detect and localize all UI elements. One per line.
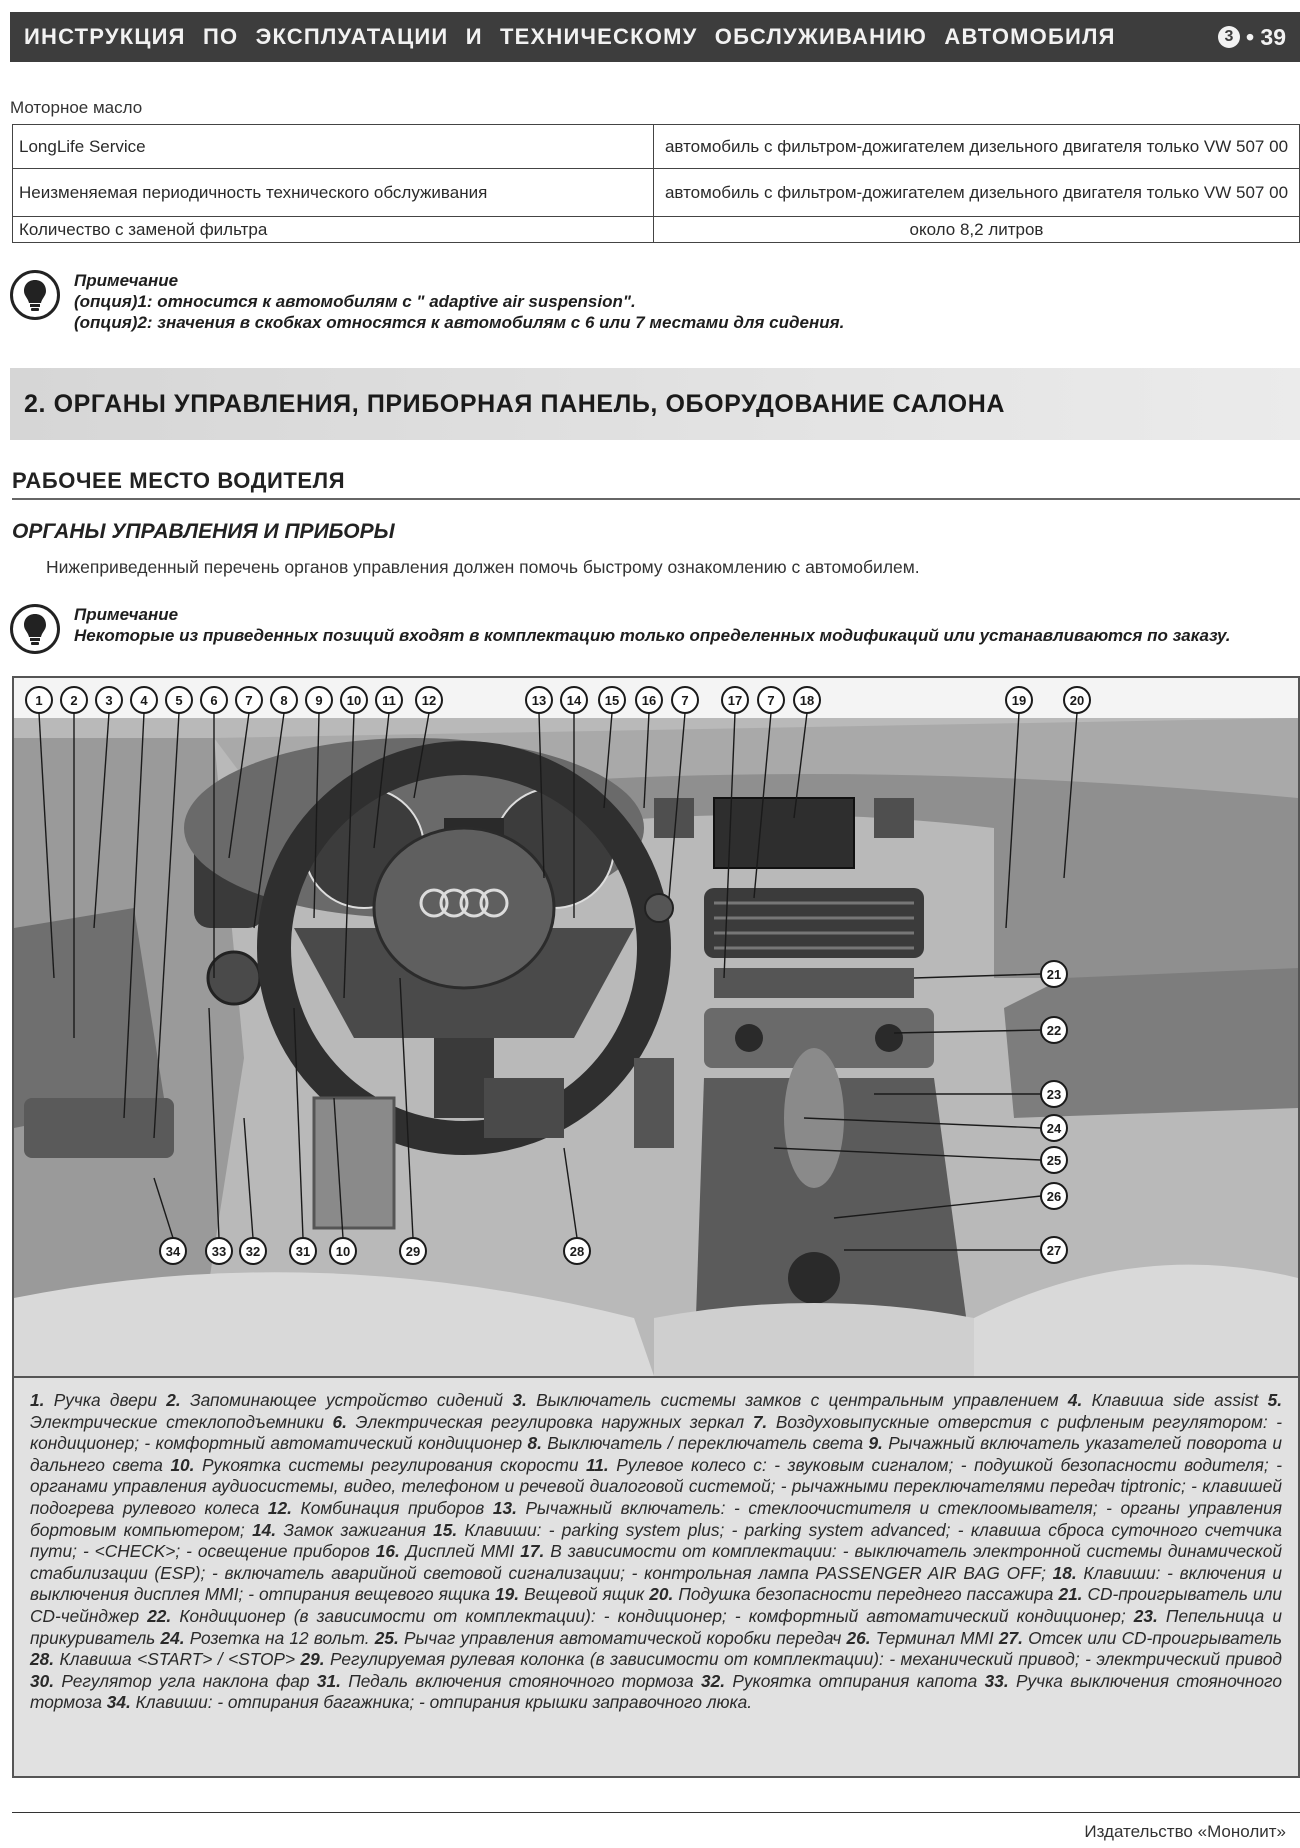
legend-item-text: Выключатель системы замков с центральным управлением <box>526 1390 1068 1410</box>
callout-label: 3 <box>105 693 113 708</box>
legend-item-text: Кондиционер (в зависимости от комплектации): - кондиционер; - комфортный автоматический кондиционер; <box>171 1605 1134 1626</box>
callout-label: 19 <box>1011 693 1027 708</box>
legend-item-text: Клавиша side assist <box>1082 1390 1268 1410</box>
legend-item-number: 14. <box>252 1519 277 1540</box>
legend-item-number: 24. <box>160 1627 185 1648</box>
callout-label: 10 <box>346 693 362 708</box>
table-cell-label: Количество с заменой фильтра <box>13 217 654 243</box>
callout-label: 32 <box>245 1244 261 1259</box>
callout-label: 4 <box>140 693 148 708</box>
lightbulb-icon <box>10 604 60 654</box>
lightbulb-icon <box>10 270 60 320</box>
callout-label: 7 <box>767 693 775 708</box>
legend-item-number: 10. <box>170 1454 195 1475</box>
callout-label: 14 <box>566 693 582 708</box>
legend-item-number: 22. <box>147 1605 172 1626</box>
legend-item-number: 5. <box>1267 1390 1282 1410</box>
legend-item-text: Ручка двери <box>44 1390 167 1410</box>
legend-item-text: Клавиши: - включения и выключения дисплея MMI; - отпирания вещевого ящика <box>30 1562 1282 1605</box>
legend-item-number: 28. <box>30 1649 55 1670</box>
legend-item-text: Рычажный включатель указателей поворота и дальнего света <box>30 1433 1282 1475</box>
dashboard-figure <box>12 676 1300 1378</box>
legend-item-number: 9. <box>868 1433 883 1454</box>
legend-item-number: 31. <box>316 1670 341 1691</box>
page-header <box>10 12 1300 62</box>
legend-item-text: Педаль включения стояночного тормоза <box>340 1670 702 1691</box>
controls-heading: ОРГАНЫ УПРАВЛЕНИЯ И ПРИБОРЫ <box>12 520 395 543</box>
legend-item-text: Электрическая регулировка наружных зеркал <box>346 1411 753 1432</box>
legend-item-text: Рукоятка системы регулирования скорости <box>194 1454 586 1475</box>
legend-item-number: 25. <box>374 1627 399 1648</box>
legend-item-number: 17. <box>520 1541 545 1562</box>
callout-label: 5 <box>175 693 183 708</box>
callout-label: 8 <box>280 693 288 708</box>
legend-item-number: 1. <box>30 1390 45 1410</box>
legend-item-text: Вещевой ящик <box>519 1584 650 1605</box>
legend-item-text: Клавиши: - отпирания багажника; - отпирания крышки заправочного люка. <box>130 1692 753 1713</box>
callout-label: 2 <box>70 693 78 708</box>
callout-label: 9 <box>315 693 323 708</box>
publisher-name: Издательство «Монолит» <box>1084 1822 1286 1841</box>
callout-label: 31 <box>295 1244 311 1259</box>
legend-item-text: Рукоятка отпирания капота <box>725 1670 985 1691</box>
note-line: Некоторые из приведенных позиций входят в комплектацию только определенных модификаций или устанавливаются по заказу. <box>74 626 1231 645</box>
callout-label: 13 <box>531 693 547 708</box>
oil-table <box>12 124 1300 243</box>
table-row <box>13 217 1300 243</box>
note-text <box>74 270 844 333</box>
callout-label: 7 <box>681 693 689 708</box>
legend-item-text: Подушка безопасности переднего пассажира <box>673 1584 1059 1605</box>
callout-label: 27 <box>1046 1243 1062 1258</box>
dashboard-illustration <box>14 678 1298 1376</box>
callout-label: 24 <box>1046 1121 1062 1136</box>
legend-item-text: Ручка выключения стояночного тормоза <box>30 1670 1282 1713</box>
legend-item-number: 12. <box>267 1497 292 1518</box>
legend-item-text: Рулевое колесо с: - звуковым сигналом; - подушкой безопасности водителя; - органами управления аудиосистемы, видео, телефоном и речевой диалоговой системой; - рычажными переключателями передач tiptronic; - клавишей подогрева рулевого колеса <box>30 1454 1282 1518</box>
legend-item-text: Замок зажигания <box>276 1519 434 1540</box>
callout-label: 17 <box>727 693 743 708</box>
legend-item-text: Дисплей MMI <box>399 1541 521 1562</box>
callout-label: 33 <box>211 1244 227 1259</box>
legend-item-number: 32. <box>701 1670 726 1691</box>
oil-table-caption: Моторное масло <box>10 98 143 117</box>
callout-label: 1 <box>35 693 43 708</box>
table-cell-value: автомобиль с фильтром-дожигателем дизельного двигателя только VW 507 00 <box>654 125 1300 169</box>
legend-item-number: 21. <box>1058 1584 1083 1605</box>
header-title: ИНСТРУКЦИЯ ПО ЭКСПЛУАТАЦИИ И ТЕХНИЧЕСКОМУ ОБСЛУЖИВАНИЮ АВТОМОБИЛЯ <box>24 24 1116 49</box>
legend-item-number: 29. <box>300 1649 325 1670</box>
subsection-heading: РАБОЧЕЕ МЕСТО ВОДИТЕЛЯ <box>12 468 1300 500</box>
legend-item-text: Пепельница и прикуриватель <box>30 1605 1282 1648</box>
callout-label: 26 <box>1046 1189 1062 1204</box>
legend-item-number: 27. <box>998 1627 1023 1648</box>
note-block <box>10 604 1300 654</box>
callout-label: 34 <box>165 1244 181 1259</box>
callout-label: 22 <box>1046 1023 1062 1038</box>
callout-label: 15 <box>604 693 620 708</box>
callout-label: 23 <box>1046 1087 1062 1102</box>
legend-item-text: Регулируемая рулевая колонка (в зависимости от комплектации): - механический привод; - электрический привод <box>324 1649 1282 1670</box>
legend-item-number: 13. <box>492 1497 517 1518</box>
callout-label: 16 <box>641 693 657 708</box>
legend-item-number: 11. <box>585 1454 609 1475</box>
intro-text: Нижеприведенный перечень органов управления должен помочь быстрому ознакомлению с автомобилем. <box>46 557 920 577</box>
legend-item-text: Рычаг управления автоматической коробки передач <box>398 1627 847 1648</box>
note-line: (опция)2: значения в скобках относятся к автомобилям с 6 или 7 местами для сидения. <box>74 313 845 332</box>
section-heading <box>10 368 1300 440</box>
callout-label: 25 <box>1046 1153 1062 1168</box>
page-number <box>1218 24 1286 51</box>
legend-item-text: Комбинация приборов <box>291 1497 493 1518</box>
legend-item-text: CD-проигрыватель или CD-чейнджер <box>30 1584 1282 1626</box>
legend-item-text: Выключатель / переключатель света <box>541 1433 869 1454</box>
legend-item-number: 20. <box>649 1584 674 1605</box>
callout-label: 11 <box>382 693 396 708</box>
note-block <box>10 270 844 333</box>
table-cell-value: около 8,2 литров <box>654 217 1300 243</box>
callout-label: 28 <box>569 1244 585 1259</box>
page-number-text: • 39 <box>1245 23 1286 50</box>
callout-label: 29 <box>405 1244 421 1259</box>
callout-label: 6 <box>210 693 218 708</box>
legend-item-number: 16. <box>375 1541 400 1562</box>
callout-label: 21 <box>1046 967 1062 982</box>
legend-item-text: Рычажный включатель: - стеклоочистителя и стеклоомывателя; - органы управления бортовым компьютером; <box>30 1497 1282 1540</box>
section-number: 3 <box>1218 26 1240 48</box>
legend-item-number: 23. <box>1133 1605 1158 1626</box>
legend-item-number: 2. <box>166 1390 181 1410</box>
legend-item-number: 15. <box>433 1519 458 1540</box>
legend-item-text: Регулятор угла наклона фар <box>54 1670 317 1691</box>
footer-divider <box>12 1812 1300 1813</box>
legend-item-text: Клавиши: - parking system plus; - parking system advanced; - клавиша сброса суточного счетчика пути; - <CHECK>; - освещение приборов <box>30 1519 1282 1562</box>
section-title: 2. ОРГАНЫ УПРАВЛЕНИЯ, ПРИБОРНАЯ ПАНЕЛЬ, ОБОРУДОВАНИЕ САЛОНА <box>24 389 1006 418</box>
legend-item-text: Терминал MMI <box>870 1627 999 1648</box>
legend-item-text: Розетка на 12 вольт. <box>184 1627 375 1648</box>
legend-item-text: Запоминающее устройство сидений <box>180 1390 513 1410</box>
legend-item-text: Воздуховыпускные отверстия с рифленым регулятором: - кондиционер; - комфортный автоматический кондиционер <box>30 1411 1283 1454</box>
legend-item-number: 18. <box>1052 1562 1077 1583</box>
legend-item-number: 8. <box>527 1433 542 1454</box>
note-title: Примечание <box>74 605 179 624</box>
note-title: Примечание <box>74 271 179 290</box>
legend-item-text: В зависимости от комплектации: - выключатель электронной системы динамической стабилизации (ESP); - включатель аварийной световой сигнализации; - контрольная лампа PASSENGER AIR BAG OFF; <box>30 1541 1282 1583</box>
callout-label: 20 <box>1069 693 1085 708</box>
table-cell-value: автомобиль с фильтром-дожигателем дизельного двигателя только VW 507 00 <box>654 169 1300 217</box>
table-cell-label: LongLife Service <box>13 125 654 169</box>
legend-item-number: 30. <box>30 1670 55 1691</box>
legend-item-number: 4. <box>1067 1390 1083 1410</box>
legend-item-number: 7. <box>752 1411 768 1432</box>
callout-label: 12 <box>421 693 437 708</box>
legend-item-number: 19. <box>495 1584 520 1605</box>
legend-item-number: 26. <box>846 1627 871 1648</box>
table-row <box>13 169 1300 217</box>
legend-item-text: Клавиша <START> / <STOP> <box>54 1649 301 1670</box>
legend-text <box>12 1378 1300 1778</box>
callout-label: 18 <box>799 693 815 708</box>
table-cell-label: Неизменяемая периодичность технического обслуживания <box>13 169 654 217</box>
callout-label: 7 <box>245 693 253 708</box>
note-text <box>74 604 1294 646</box>
legend-item-number: 33. <box>984 1670 1009 1691</box>
legend-item-number: 34. <box>106 1692 131 1713</box>
note-line: (опция)1: относится к автомобилям с " adaptive air suspension". <box>74 292 636 311</box>
legend-item-number: 6. <box>332 1411 347 1432</box>
callout-label: 10 <box>335 1244 351 1259</box>
legend-item-number: 3. <box>512 1390 527 1410</box>
legend-item-text: Электрические стеклоподъемники <box>30 1411 333 1432</box>
legend-item-text: Отсек или CD-проигрыватель <box>1022 1627 1282 1648</box>
table-row <box>13 125 1300 169</box>
